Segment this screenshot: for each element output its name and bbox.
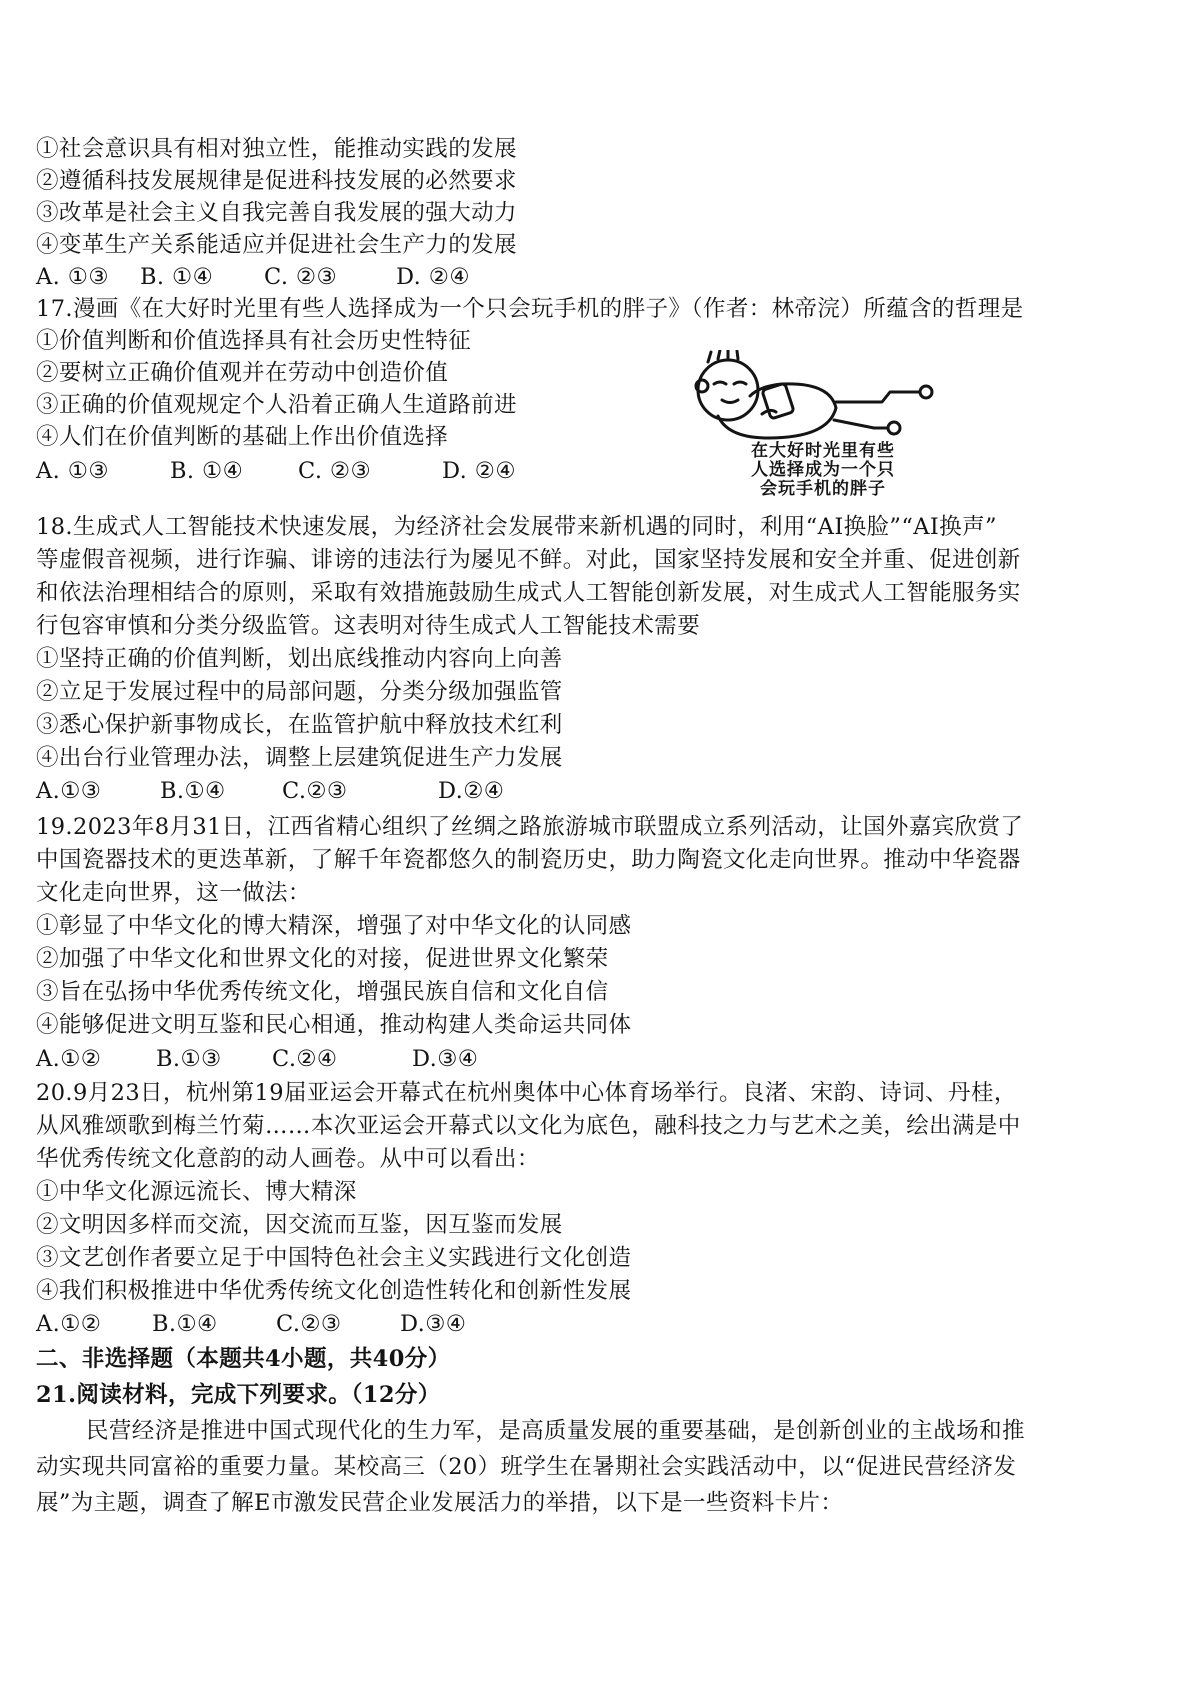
- q17-option-1: ①价值判断和价值选择具有社会历史性特征: [36, 328, 472, 354]
- cartoon-caption-line-2: 人选择成为一个只: [751, 460, 895, 480]
- q19-option-1: ①彰显了中华文化的博大精深，增强了对中华文化的认同感: [36, 913, 632, 939]
- q19-option-4: ④能够促进文明互鉴和民心相通，推动构建人类命运共同体: [36, 1012, 632, 1038]
- q17-answer-a: A. ①③: [36, 458, 109, 484]
- q16-option-3: ③改革是社会主义自我完善自我发展的强大动力: [36, 200, 517, 226]
- q17-option-4: ④人们在价值判断的基础上作出价值选择: [36, 424, 449, 450]
- q16-option-2: ②遵循科技发展规律是促进科技发展的必然要求: [36, 168, 517, 194]
- q19-answer-d: D.③④: [412, 1046, 479, 1072]
- q19-option-2: ②加强了中华文化和世界文化的对接，促进世界文化繁荣: [36, 946, 609, 972]
- q18-answer-d: D.②④: [438, 778, 505, 804]
- q20-stem-line-1: 20.9月23日，杭州第19届亚运会开幕式在杭州奥体中心体育场举行。良渚、宋韵、诗词、丹桂，: [36, 1080, 1017, 1106]
- q19-answer-c: C.②④: [272, 1046, 338, 1072]
- q18-stem-line-1: 18.生成式人工智能技术快速发展，为经济社会发展带来新机遇的同时，利用“AI换脸”“AI换声”: [36, 514, 997, 540]
- phone: [762, 383, 794, 419]
- q19-answer-choices: [36, 1044, 478, 1074]
- earphone-cable-bottom: [834, 420, 888, 428]
- q20-answer-b: B.①④: [152, 1311, 218, 1337]
- q20-option-1: ①中华文化源远流长、博大精深: [36, 1179, 357, 1205]
- q17-stem: 17.漫画《在大好时光里有些人选择成为一个只会玩手机的胖子》（作者：林帝浣）所蕴含的哲理是: [36, 296, 1024, 322]
- q21-stem: 21.阅读材料，完成下列要求。（12分）: [36, 1382, 441, 1408]
- q20-answer-c: C.②③: [276, 1311, 342, 1337]
- q20-option-4: ④我们积极推进中华优秀传统文化创造性转化和创新性发展: [36, 1278, 632, 1304]
- q18-answer-a: A.①③: [36, 778, 102, 804]
- q16-answer-choices: [36, 262, 470, 292]
- q19-stem-line-1: 19.2023年8月31日，江西省精心组织了丝绸之路旅游城市联盟成立系列活动，让国外嘉宾欣赏了: [36, 814, 1024, 840]
- earphone-cable-top: [836, 392, 920, 402]
- q17-option-3: ③正确的价值观规定个人沿着正确人生道路前进: [36, 392, 517, 418]
- q17-answer-b: B. ①④: [170, 458, 244, 484]
- cartoon-illustration: [688, 350, 958, 498]
- q18-stem-line-3: 和依法治理相结合的原则，采取有效措施鼓励生成式人工智能创新发展，对生成式人工智能服务实: [36, 580, 1021, 606]
- q18-option-4: ④出台行业管理办法，调整上层建筑促进生产力发展: [36, 745, 563, 771]
- q18-stem-line-4: 行包容审慎和分类分级监管。这表明对待生成式人工智能技术需要: [36, 613, 701, 639]
- q16-answer-d: D. ②④: [396, 264, 470, 290]
- q17-option-2: ②要树立正确价值观并在劳动中创造价值: [36, 360, 449, 386]
- q18-option-3: ③悉心保护新事物成长，在监管护航中释放技术红利: [36, 712, 563, 738]
- q16-answer-c: C. ②③: [264, 264, 338, 290]
- q21-paragraph-line-1: 民营经济是推进中国式现代化的生力军，是高质量发展的重要基础，是创新创业的主战场和推: [86, 1418, 1025, 1444]
- q20-answer-d: D.③④: [400, 1311, 467, 1337]
- q16-answer-a: A. ①③: [36, 264, 109, 290]
- q18-answer-c: C.②③: [282, 778, 348, 804]
- q18-stem-line-2: 等虚假音视频，进行诈骗、诽谤的违法行为屡见不鲜。对此，国家坚持发展和安全并重、促进创新: [36, 547, 1021, 573]
- q16-option-4: ④变革生产关系能适应并促进社会生产力的发展: [36, 232, 517, 258]
- q20-answer-a: A.①②: [36, 1311, 102, 1337]
- q17-answer-c: C. ②③: [298, 458, 372, 484]
- cartoon-caption-line-3: 会玩手机的胖子: [760, 479, 886, 499]
- q21-paragraph-line-3: 展”为主题，调查了解E市激发民营企业发展活力的举措，以下是一些资料卡片：: [36, 1490, 844, 1516]
- closed-eyes: [714, 382, 746, 384]
- q20-stem-line-3: 华优秀传统文化意韵的动人画卷。从中可以看出：: [36, 1146, 540, 1172]
- q18-answer-b: B.①④: [160, 778, 226, 804]
- cartoon-drawing: [688, 350, 958, 442]
- mouth: [722, 400, 738, 403]
- q18-answer-choices: [36, 776, 504, 806]
- section-2-title: 二、非选择题（本题共4小题，共40分）: [36, 1346, 451, 1372]
- q17-answer-d: D. ②④: [442, 458, 516, 484]
- q18-option-2: ②立足于发展过程中的局部问题，分类分级加强监管: [36, 679, 563, 705]
- q21-paragraph-line-2: 动实现共同富裕的重要力量。某校高三（20）班学生在暑期社会实践活动中，以“促进民营经济发: [36, 1454, 1017, 1480]
- q17-answer-choices: [36, 456, 516, 486]
- q20-stem-line-2: 从风雅颂歌到梅兰竹菊……本次亚运会开幕式以文化为底色，融科技之力与艺术之美，绘出满是中: [36, 1113, 1021, 1139]
- q16-option-1: ①社会意识具有相对独立性，能推动实践的发展: [36, 136, 517, 162]
- cartoon-caption-line-1: 在大好时光里有些: [751, 441, 895, 461]
- earbud-1: [920, 386, 932, 398]
- q19-answer-a: A.①②: [36, 1046, 102, 1072]
- q18-option-1: ①坚持正确的价值判断，划出底线推动内容向上向善: [36, 646, 563, 672]
- q19-stem-line-2: 中国瓷器技术的更迭革新，了解千年瓷都悠久的制瓷历史，助力陶瓷文化走向世界。推动中华瓷器: [36, 847, 1021, 873]
- q19-option-3: ③旨在弘扬中华优秀传统文化，增强民族自信和文化自信: [36, 979, 609, 1005]
- q19-stem-line-3: 文化走向世界，这一做法：: [36, 880, 311, 906]
- q20-option-3: ③文艺创作者要立足于中国特色社会主义实践进行文化创造: [36, 1245, 632, 1271]
- q20-option-2: ②文明因多样而交流，因交流而互鉴，因互鉴而发展: [36, 1212, 563, 1238]
- earbud-2: [888, 422, 900, 434]
- q19-answer-b: B.①③: [156, 1046, 222, 1072]
- q16-answer-b: B. ①④: [140, 264, 214, 290]
- q20-answer-choices: [36, 1309, 466, 1339]
